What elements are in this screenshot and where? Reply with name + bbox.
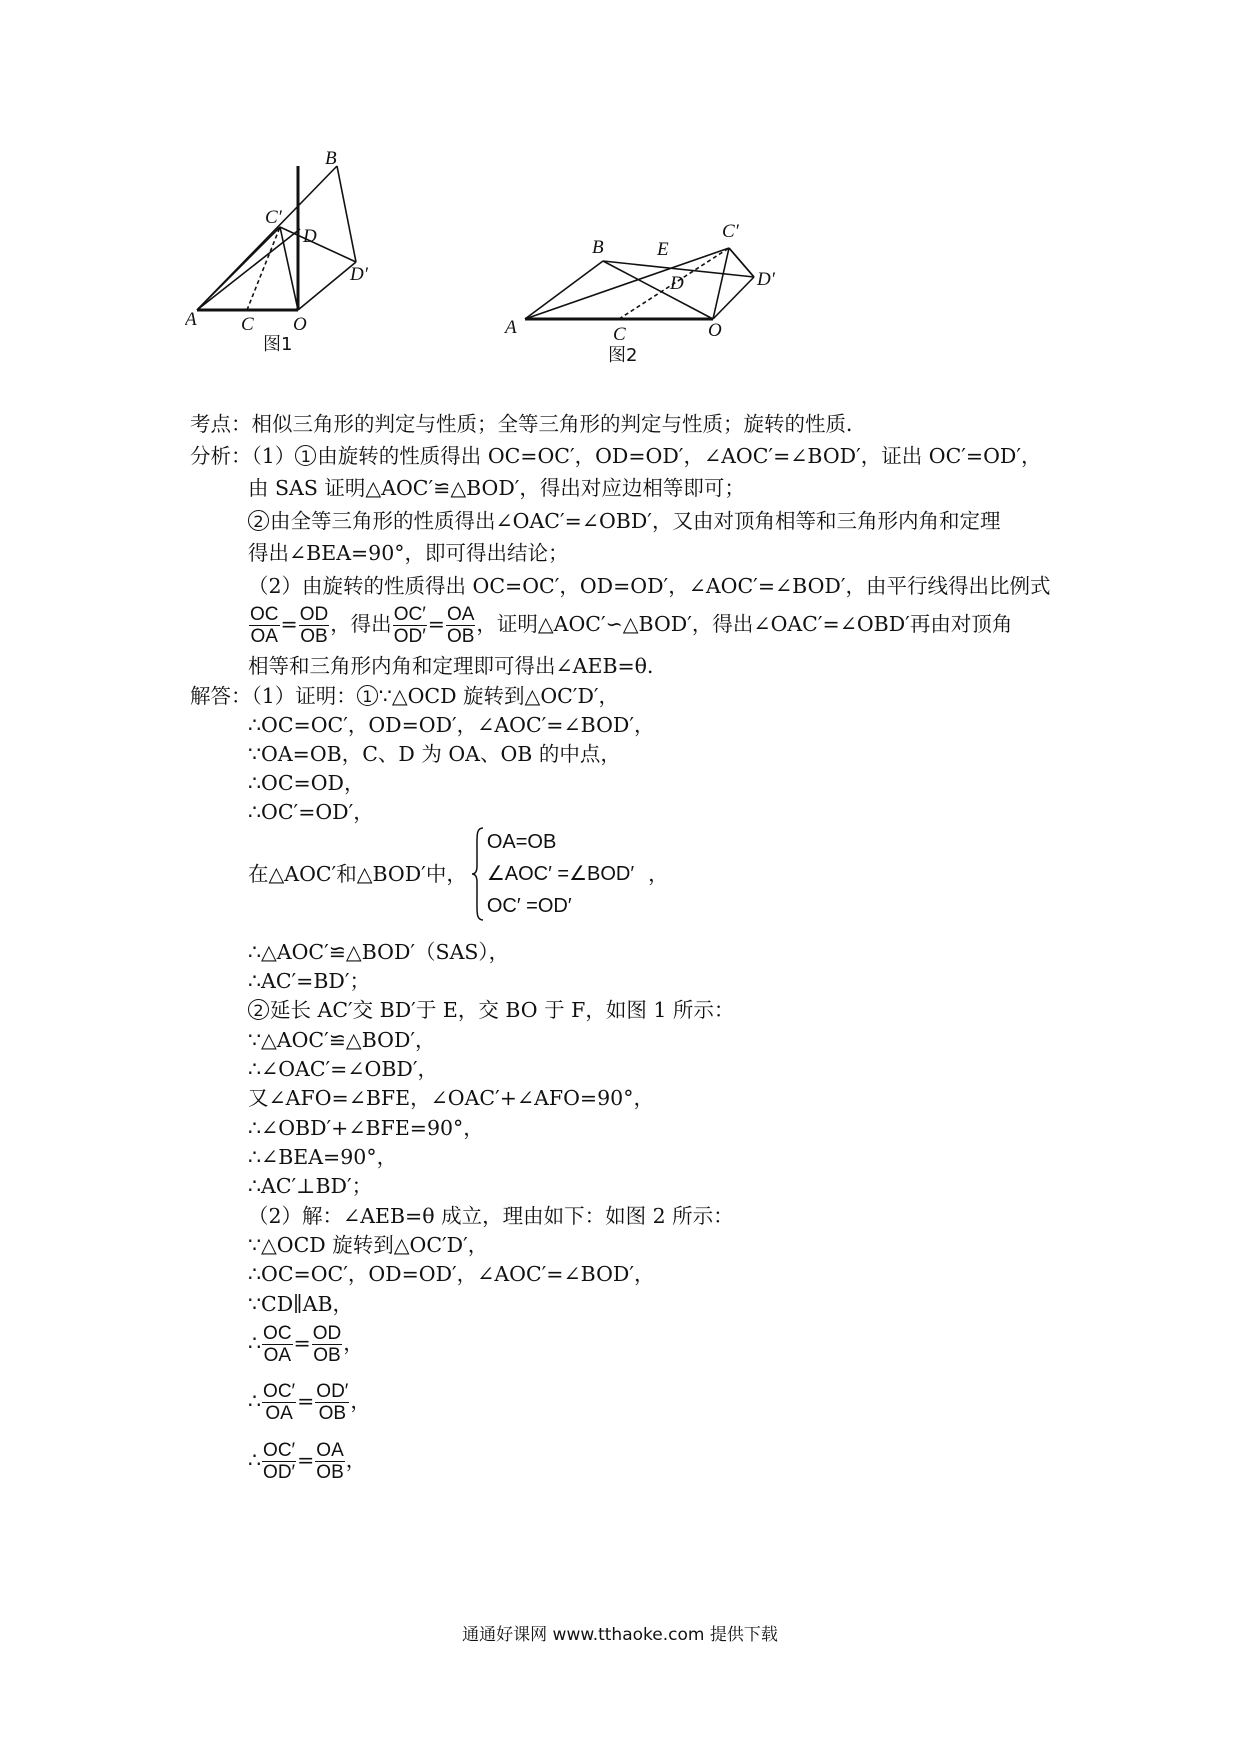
solution-line-13: ∴∠OBD′+∠BFE=90°， (248, 1116, 484, 1140)
solution-line-16: （2）解：∠AEB=θ 成立，理由如下：如图 2 所示： (248, 1204, 734, 1228)
fig1-label-D1: D′ (350, 264, 368, 285)
fig2-label-C: C (613, 324, 626, 345)
solution-line-12: 又∠AFO=∠BFE，∠OAC′+∠AFO=90°， (248, 1086, 654, 1110)
solution-line-18: ∴OC=OC′，OD=OD′，∠AOC′=∠BOD′， (248, 1262, 655, 1286)
solution-line-8: ∴AC′=BD′； (248, 969, 371, 993)
solution-line-20: ∴ $\frac{OC}{OA}$ = $\frac{OD}{OB}$ ， (248, 1323, 364, 1366)
solution-line-1: 解答：（1）证明： 1 ∵△OCD 旋转到△OC′D′， (190, 684, 620, 708)
fraction-od-ob: $\frac{OD}{OB}$ (299, 604, 329, 647)
solution-line-11: ∴∠OAC′=∠OBD′， (248, 1057, 438, 1081)
figure-1 (185, 150, 415, 360)
fig2-caption: 图2 (608, 345, 638, 366)
solution-line-3: ∵OA=OB，C、D 为 OA、OB 的中点， (248, 742, 621, 766)
fig1-label-O: O (293, 314, 307, 335)
fraction-oc-oa: $\frac{OC}{OA}$ (250, 604, 279, 647)
fig2-label-D: D (670, 273, 684, 294)
solution-line-19: ∵CD∥AB， (248, 1292, 354, 1316)
solution-line-4: ∴OC=OD， (248, 771, 365, 795)
solution-line-6: 在△AOC′和△BOD′中， OA=OB ∠AOC′ =∠BOD′ OC′ =OD′ ， (248, 826, 669, 922)
fig2-label-E: E (657, 239, 669, 260)
solution-line-7: ∴△AOC′≌△BOD′（SAS）， (248, 940, 510, 964)
analysis-line-6: $\frac{OC}{OA}$ = $\frac{OD}{OB}$ ，得出 $\frac{OC'}{OD'}$ = $\frac{OA}{OB}$ ，证明△AOC′∽△BOD′，得出∠OAC′=∠OBD′再由对顶角 (250, 604, 1013, 647)
analysis-line-3 (248, 505, 1000, 538)
solution-label: 解答：（1）证明： (190, 684, 357, 708)
fig1-label-C: C (241, 314, 254, 335)
fig1-label-B: B (325, 150, 337, 169)
footer-text: 通通好课网 www.tthaoke.com 提供下载 (462, 1625, 778, 1645)
fig1-label-C1: C′ (265, 207, 282, 228)
analysis-line-7: 相等和三角形内角和定理即可得出∠AEB=θ． (248, 654, 668, 678)
solution-line-21: ∴ $\frac{OC'}{OA}$ = $\frac{OD'}{OB}$ ， (248, 1381, 371, 1424)
circled-two: 2 (248, 510, 269, 531)
solution-line-5: ∴OC′=OD′， (248, 800, 374, 824)
solution-line-17: ∵△OCD 旋转到△OC′D′， (248, 1233, 489, 1257)
solution-line-2: ∴OC=OC′，OD=OD′，∠AOC′=∠BOD′， (248, 713, 655, 737)
analysis-label: 分析：（1） (190, 444, 296, 468)
fig2-label-O: O (708, 320, 722, 341)
fig2-label-D1: D′ (757, 269, 775, 290)
system-line-2: ∠AOC′ =∠BOD′ (486, 863, 635, 885)
fig2-label-B: B (592, 237, 604, 258)
fraction-oc1-od1-2: $\frac{OC'}{OD'}$ (263, 1440, 296, 1483)
circled-one: 1 (295, 445, 316, 466)
fraction-oa-ob-2: $\frac{OA}{OB}$ (316, 1440, 344, 1483)
solution-line-15: ∴AC′⊥BD′； (248, 1174, 373, 1198)
analysis-text-1: 由旋转的性质得出 OC=OC′，OD=OD′，∠AOC′=∠BOD′，证出 OC′=OD′， (317, 444, 1042, 468)
solution-line-9: 2 延长 AC′交 BD′于 E，交 BO 于 F，如图 1 所示： (248, 994, 734, 1027)
fraction-oa-ob: $\frac{OA}{OB}$ (446, 604, 475, 647)
brace-icon (471, 826, 485, 922)
analysis-line-4: 得出∠BEA=90°，即可得出结论； (248, 541, 569, 565)
fraction-od-ob-2: $\frac{OD}{OB}$ (312, 1323, 342, 1366)
solution-line-14: ∴∠BEA=90°， (248, 1145, 398, 1169)
equation-system (471, 826, 634, 922)
system-line-1: OA=OB (486, 831, 557, 853)
analysis-line-1 (190, 440, 1042, 473)
circled-two-b: 2 (248, 999, 269, 1020)
analysis-text-3: 由全等三角形的性质得出∠OAC′=∠OBD′，又由对顶角相等和三角形内角和定理 (270, 509, 1001, 533)
fig1-label-D: D (303, 226, 317, 247)
fraction-od1-ob: $\frac{OD'}{OB}$ (316, 1381, 349, 1424)
circled-one-b: 1 (357, 685, 378, 706)
fraction-oc1-od1: $\frac{OC'}{OD'}$ (393, 604, 426, 647)
fig2-label-A: A (505, 317, 517, 338)
fig1-label-A: A (185, 309, 197, 330)
solution-line-22: ∴ $\frac{OC'}{OD'}$ = $\frac{OA}{OB}$ ， (248, 1440, 367, 1483)
fraction-oc1-oa: $\frac{OC'}{OA}$ (263, 1381, 296, 1424)
kaodian-line: 考点：相似三角形的判定与性质；全等三角形的判定与性质；旋转的性质． (190, 412, 867, 436)
solution-line-10: ∵△AOC′≌△BOD′， (248, 1028, 436, 1052)
fig1-caption: 图1 (263, 334, 293, 355)
fraction-oc-oa-2: $\frac{OC}{OA}$ (263, 1323, 292, 1366)
system-line-3: OC′ =OD′ (486, 895, 572, 917)
analysis-line-5: （2）由旋转的性质得出 OC=OC′，OD=OD′，∠AOC′=∠BOD′，由平行线得出比例式 (248, 574, 1051, 598)
fig2-label-C1: C′ (722, 221, 739, 242)
analysis-line-2: 由 SAS 证明△AOC′≌△BOD′，得出对应边相等即可； (248, 476, 745, 500)
figure-2 (500, 215, 800, 375)
